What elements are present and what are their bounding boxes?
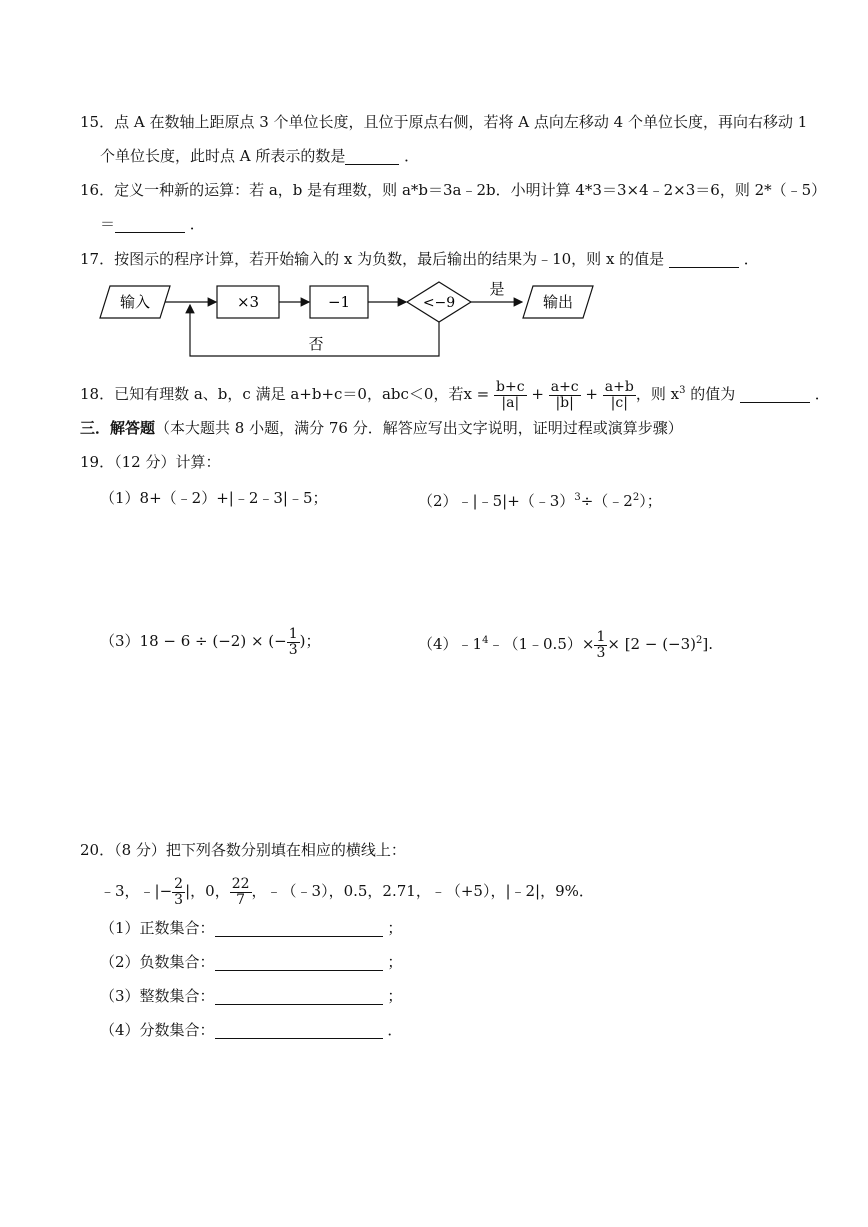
q18-frac-2 <box>549 380 581 411</box>
q18-plus-1: + <box>531 385 544 403</box>
q20-numbers <box>100 872 594 910</box>
q20-title: 20．（8 分）把下列各数分别填在相应的横线上： <box>80 841 406 859</box>
q19-p4-frac <box>594 630 607 661</box>
flow-no-label: 否 <box>308 335 324 353</box>
q19-p3-frac <box>287 627 300 658</box>
q15-end: ． <box>404 147 420 165</box>
q20-frac-1 <box>172 877 185 908</box>
q18-f2-num: a+c <box>550 378 579 395</box>
q20-s4-blank[interactable] <box>215 1022 383 1039</box>
q19-title: 19．（12 分）计算： <box>80 453 221 471</box>
q19-p4-sup2: 2 <box>696 635 703 646</box>
q20-s1-blank[interactable] <box>215 920 383 937</box>
q19-p3-num: 1 <box>288 625 298 642</box>
q20-f1-num: 2 <box>174 875 184 892</box>
q18-frac-1 <box>494 380 527 411</box>
q20-s3-end: ； <box>387 987 403 1005</box>
q19-part1: （1）8+（﹣2）+|﹣2﹣3|﹣5； <box>100 489 328 507</box>
q19-p2-sup2: 2 <box>632 492 640 503</box>
q19-p4-a: （4）﹣1 <box>418 635 483 653</box>
q19-p4-sup: 4 <box>482 635 489 646</box>
q18-sup: 3 <box>679 385 686 396</box>
q18-end: ． <box>814 385 830 403</box>
q20-s3-label: （3）整数集合： <box>100 987 215 1005</box>
q18-f3-num: a+b <box>604 378 634 395</box>
q15-text: 个单位长度，此时点 A 所表示的数是 <box>100 147 346 165</box>
q20-s4-end: ． <box>387 1021 403 1039</box>
flow-op1-label: ×3 <box>236 293 260 311</box>
q18-f1-den: |a| <box>494 395 527 411</box>
q18-f2-den: |b| <box>549 395 581 411</box>
q20-set-fraction <box>100 1020 402 1040</box>
q19-p4-num: 1 <box>596 628 606 645</box>
q19-p2-b: ÷（﹣2 <box>580 492 633 510</box>
q19-p3-a: （3）18 − 6 ÷ (−2) × (− <box>100 632 287 650</box>
q20-s1-label: （1）正数集合： <box>100 919 215 937</box>
flow-yes-label: 是 <box>489 280 505 298</box>
q20-set-positive <box>100 918 402 938</box>
q19-p4-den: 3 <box>596 644 606 661</box>
q19-p4-d: ]. <box>702 635 714 653</box>
q20-n-a: ﹣3，﹣|− <box>100 882 173 900</box>
flow-output-label: 输出 <box>542 293 574 311</box>
q20-s3-blank[interactable] <box>215 988 383 1005</box>
q20-n-b: |，0， <box>185 882 230 900</box>
q17-line <box>80 249 759 269</box>
q18-suffix: ，则 x <box>635 385 680 403</box>
q20-s1-end: ； <box>387 919 403 937</box>
q20-s4-label: （4）分数集合： <box>100 1021 215 1039</box>
q17-flowchart <box>90 276 610 362</box>
q19-p2-c: ）； <box>639 492 662 510</box>
q18-line <box>80 372 830 413</box>
q15-line2 <box>100 146 419 166</box>
q18-suffix2: 的值为 <box>685 385 736 403</box>
q19-part3 <box>100 622 321 660</box>
q20-f2-num: 22 <box>231 875 250 892</box>
flow-input-label: 输入 <box>119 293 151 311</box>
section3-heading <box>80 418 683 438</box>
q20-s2-end: ； <box>387 953 403 971</box>
q20-set-integer <box>100 986 402 1006</box>
q19-p2-a: （2）﹣|﹣5|+（﹣3） <box>418 492 575 510</box>
q16-eq: ＝ <box>100 215 116 233</box>
q20-s2-blank[interactable] <box>215 954 383 971</box>
q17-answer-blank[interactable] <box>669 251 739 268</box>
q19-p3-b: )； <box>299 632 321 650</box>
q18-prefix: 18．已知有理数 a、b，c 满足 a+b+c＝0，abc＜0，若x = <box>80 385 490 403</box>
q15-line1: 15．点 A 在数轴上距原点 3 个单位长度，且位于原点右侧，若将 A 点向左移动 4 个单位长度，再向右移动 1 <box>80 113 808 131</box>
q19-part2 <box>418 488 662 511</box>
q20-s2-label: （2）负数集合： <box>100 953 215 971</box>
q16-line2 <box>100 214 205 234</box>
q15-answer-blank[interactable] <box>345 148 399 165</box>
section3-note: （本大题共 8 小题，满分 76 分．解答应写出文字说明，证明过程或演算步骤） <box>155 419 683 437</box>
q16-end: ． <box>189 215 205 233</box>
q20-set-negative <box>100 952 402 972</box>
q17-text: 17．按图示的程序计算，若开始输入的 x 为负数，最后输出的结果为﹣10，则 x 的值是 <box>80 250 665 268</box>
q19-p2-sup: 3 <box>574 492 581 503</box>
q19-part4 <box>418 622 713 663</box>
q20-n-c: ，﹣（﹣3），0.5，2.71，﹣（+5），|﹣2|，9%． <box>251 882 594 900</box>
q16-line1: 16．定义一种新的运算：若 a，b 是有理数，则 a*b＝3a﹣2b．小明计算 4*3＝3×4﹣2×3＝6，则 2*（﹣5） <box>80 181 827 199</box>
q18-answer-blank[interactable] <box>740 386 810 403</box>
section3-title: 三．解答题 <box>80 419 156 437</box>
q20-f1-den: 3 <box>174 891 184 908</box>
q18-f1-num: b+c <box>496 378 525 395</box>
q19-p4-c: × [2 − (−3) <box>607 635 697 653</box>
q16-answer-blank[interactable] <box>115 216 185 233</box>
q20-frac-2 <box>230 877 252 908</box>
q18-frac-3 <box>603 380 636 411</box>
q18-f3-den: |c| <box>603 395 636 411</box>
flow-op2-label: −1 <box>327 293 351 311</box>
q18-plus-2: + <box>585 385 598 403</box>
q20-f2-den: 7 <box>230 892 252 908</box>
q19-p3-den: 3 <box>288 641 298 658</box>
q19-p4-b: ﹣（1﹣0.5）× <box>488 635 595 653</box>
q17-end: ． <box>743 250 759 268</box>
flow-cond-label: <−9 <box>422 295 456 311</box>
